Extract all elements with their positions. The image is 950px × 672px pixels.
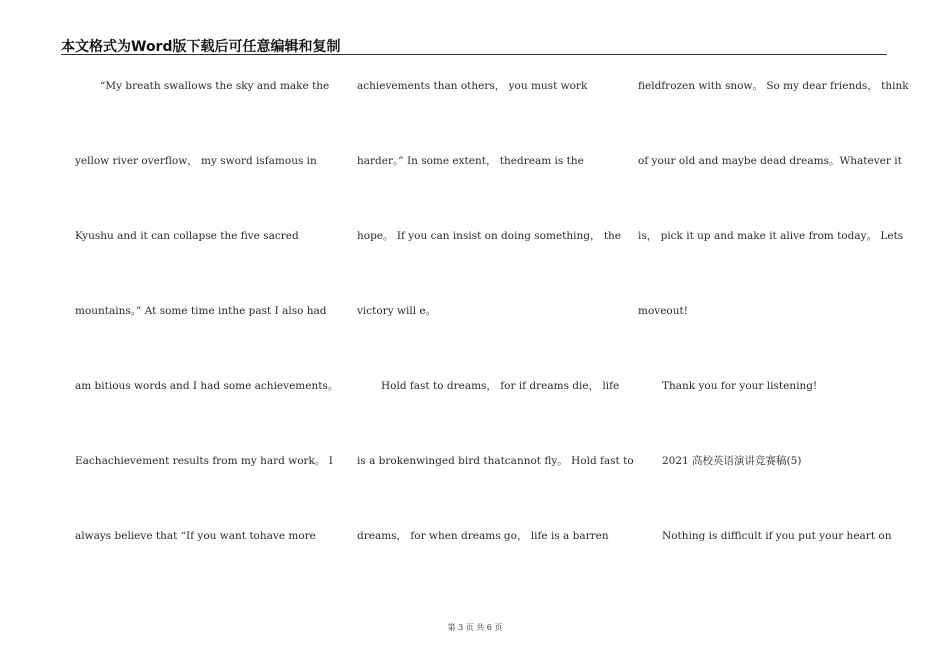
text-line: victory will e。 [357,305,437,317]
text-line: is， pick it up and make it alive from today。 Lets [638,230,904,242]
text-line: yellow river overflow， my sword isfamous in [75,155,317,167]
text-line: hope。 If you can insist on doing something， the [357,230,622,242]
text-line: dreams， for when dreams go， life is a barren [357,530,609,542]
text-line: Eachachievement results from my hard work。 I [75,455,333,467]
text-line: am bitious words and I had some achievements。 [75,380,339,392]
section-heading: 2021 高校英语演讲竞赛稿(5) [662,455,802,467]
text-line: Kyushu and it can collapse the five sacred [75,230,299,242]
text-line: harder。” In some extent， thedream is the [357,155,584,167]
text-line: fieldfrozen with snow。 So my dear friends， think [638,80,909,92]
text-line: Thank you for your listening! [662,380,818,392]
text-line: is a brokenwinged bird thatcannot fly。 Hold fast to [357,455,634,467]
text-line: moveout! [638,305,688,317]
text-line: achievements than others， you must work [357,80,588,92]
text-line: Nothing is difficult if you put your heart on [662,530,892,542]
text-line: Hold fast to dreams， for if dreams die， life [381,380,620,392]
text-line: of your old and maybe dead dreams。Whatever it [638,155,902,167]
page-number: 第 3 页 共 6 页 [447,623,503,632]
text-line: mountains。” At some time inthe past I also had [75,305,327,317]
text-line: “My breath swallows the sky and make the [100,80,330,92]
text-line: always believe that “If you want tohave more [75,530,316,542]
page-header [61,34,887,55]
header-title: 本文格式为Word版下载后可任意编辑和复制 [61,39,341,55]
